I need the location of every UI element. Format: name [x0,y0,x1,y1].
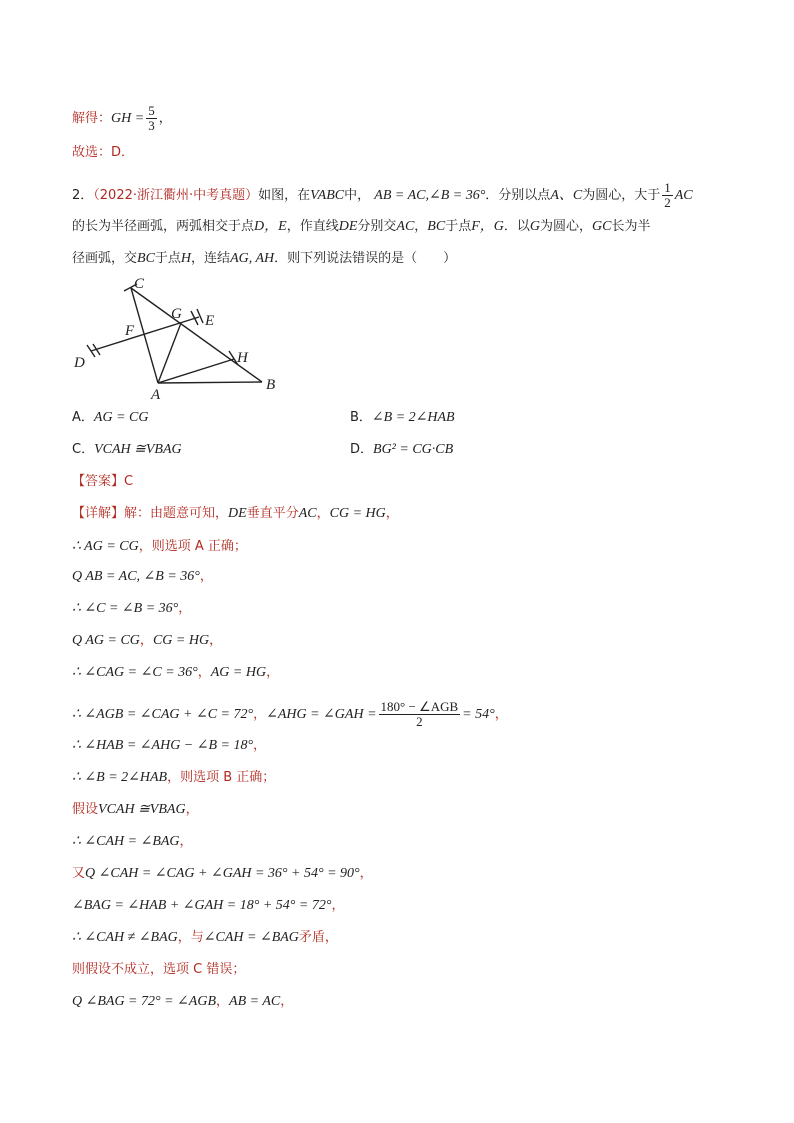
question-text: 长为半 [611,219,651,234]
math-expression: D，E [254,219,287,234]
detail-text: 又 [72,866,86,881]
answer-line [72,472,133,492]
question-line-2 [72,217,651,237]
question-text: ，作直线 [286,219,339,234]
math-expression: VABC [310,188,345,203]
math-expression: ∠BAG = ∠HAB + ∠GAH = 18° + 54° = 72° [72,898,332,913]
detail-text: ， [253,707,267,722]
detail-text: ，则选项 A 正确； [138,539,247,554]
detail-text: ， [185,802,199,817]
geometry-figure [66,272,296,404]
question-text: 于点 [445,219,472,234]
detail-line-10 [72,800,199,820]
detail-text: 垂直平分 [246,506,299,521]
question-text: ．分别以点 [485,188,551,203]
detail-line-14 [72,928,338,948]
fraction-numerator: 5 [148,103,155,118]
question-line-1 [72,181,693,210]
math-expression: H [180,251,192,266]
math-expression: G [529,219,541,234]
detail-text: ， [331,898,345,913]
math-expression: Q ∠CAH = ∠CAG + ∠GAH = 36° + 54° = 90° [85,866,360,881]
option-math: VCAH ≅VBAG [94,442,182,457]
question-text: 如图，在 [258,188,311,203]
segment-AH [158,359,234,383]
option-math: BG² = CG·CB [373,442,454,457]
answer-label: 【答案】 [72,474,125,489]
math-expression: ∴ ∠CAH ≠ ∠BAG [72,930,178,945]
math-expression: AC [674,188,693,203]
label-B: B [266,377,276,393]
detail-line-5 [72,631,222,651]
math-expression: Q AG = CG [72,633,140,648]
detail-line-6 [72,663,279,683]
math-expression: ∴ ∠C = ∠B = 36° [72,601,179,616]
detail-line-7 [72,700,508,729]
math-expression: ∴ ∠HAB = ∠AHG − ∠B = 18° [72,738,254,753]
detail-line-2 [72,537,247,557]
detail-text: ， [385,506,399,521]
math-expression: DE [338,219,358,234]
math-expression: ∠CAH = ∠BAG [203,930,299,945]
choice-line: 故选：D． [72,145,135,160]
detail-text: ， [266,665,280,680]
detail-text: ， [209,633,223,648]
detail-text: 假设 [72,802,99,817]
detail-text: ， [316,506,330,521]
option-label: A． [72,410,94,425]
math-expression: BC [137,251,155,266]
detail-line-4 [72,599,191,619]
detail-text: ， [199,569,213,584]
question-text: 径画弧，交 [72,251,138,266]
question-number: 2． [72,188,94,203]
question-text: ．则下列说法错误的是（ ） [274,251,457,266]
detail-text: 矛盾， [298,930,338,945]
label-F: F [125,323,135,339]
detail-text: ，与 [177,930,204,945]
detail-text: ， [494,707,508,722]
detail-line-11 [72,832,193,852]
arc-mark-E2 [197,309,203,323]
question-text: ， [414,219,428,234]
fraction [146,104,157,133]
math-expression: GH = [111,111,145,126]
fraction-denominator: 2 [416,714,423,729]
punctuation: ， [158,111,172,126]
label-A: A [151,387,161,403]
math-expression: F，G [471,219,504,234]
fraction-denominator: 3 [148,118,155,133]
question-text: 为圆心， [540,219,593,234]
question-text: 为圆心，大于 [582,188,661,203]
detail-line-16 [72,992,293,1012]
line-DE [91,317,199,351]
math-expression: AG, AH [230,251,275,266]
math-expression: A、C [550,188,583,203]
label-G: G [171,306,182,322]
option-c [72,440,182,460]
question-text: 中， [344,188,371,203]
math-expression: ∴ ∠CAH = ∠BAG [72,834,180,849]
question-line-3 [72,249,456,269]
detail-line-15: 则假设不成立，选项 C 错误； [72,962,246,977]
option-a [72,408,148,428]
label-E: E [205,313,215,329]
detail-text: ， [139,633,153,648]
option-label: B． [350,410,372,425]
option-math: AG = CG [93,410,149,425]
fraction [662,181,673,210]
question-text: 分别交 [357,219,397,234]
detail-text: ， [216,994,230,1009]
question-text: 的长为半径画弧，两弧相交于点 [72,219,255,234]
math-expression: VCAH ≅VBAG [98,802,186,817]
math-expression: DE [228,506,247,521]
option-b [350,408,455,428]
solution-line [72,104,172,133]
math-expression: GC [592,219,612,234]
fraction-numerator: 1 [664,180,671,195]
math-expression: Q AB = AC, ∠B = 36° [72,569,200,584]
math-expression: ∴ ∠CAG = ∠C = 36° [72,665,198,680]
detail-text: ， [178,601,192,616]
detail-text: 解：由题意可知， [124,506,229,521]
question-text: 于点 [154,251,181,266]
math-expression: BC [427,219,446,234]
question-text: ．以 [503,219,530,234]
math-expression: ∠AHG = ∠GAH = [266,707,377,722]
math-expression: = 54° [462,707,495,722]
detail-label: 【详解】 [72,506,125,521]
detail-text: ， [359,866,373,881]
segment-CB [131,288,262,382]
detail-line-9 [72,768,275,788]
arc-mark-D1 [87,345,95,357]
detail-line-1 [72,504,399,524]
detail-text: ， [280,994,294,1009]
answer-value: C [124,474,134,489]
segment-AG [158,323,181,383]
math-expression: Q ∠BAG = 72° = ∠AGB [72,994,216,1009]
segment-CA [131,288,158,383]
option-d [350,440,453,460]
math-expression: AC [298,506,317,521]
fraction-numerator: 180° − ∠AGB [380,699,459,714]
math-expression: AC [396,219,415,234]
detail-text: ，则选项 B 正确； [167,770,276,785]
detail-text: ， [197,665,211,680]
detail-text: ， [179,834,193,849]
detail-text: ， [253,738,267,753]
math-expression: AG = HG [210,665,267,680]
math-expression: ∴ ∠B = 2∠HAB [72,770,168,785]
option-math: ∠B = 2∠HAB [371,410,455,425]
option-label: D． [350,442,374,457]
math-expression: CG = HG [329,506,386,521]
math-expression: AB = AC [229,994,281,1009]
label-D: D [74,355,85,371]
segment-AB [158,382,262,383]
label-H: H [237,350,248,366]
fraction [379,700,461,729]
question-source: （2022·浙江衢州·中考真题） [93,188,259,203]
label-C: C [134,276,145,292]
detail-line-3 [72,567,213,587]
option-label: C． [72,442,95,457]
detail-line-12 [72,864,373,884]
math-expression: AB = AC,∠B = 36° [374,188,486,203]
detail-line-13 [72,896,344,916]
question-text: ，连结 [191,251,231,266]
fraction-denominator: 2 [664,195,671,210]
detail-line-8 [72,736,266,756]
math-expression: ∴ AG = CG [72,539,139,554]
label-text: 解得： [72,111,112,126]
math-expression: ∴ ∠AGB = ∠CAG + ∠C = 72° [72,707,254,722]
math-expression: CG = HG [152,633,210,648]
